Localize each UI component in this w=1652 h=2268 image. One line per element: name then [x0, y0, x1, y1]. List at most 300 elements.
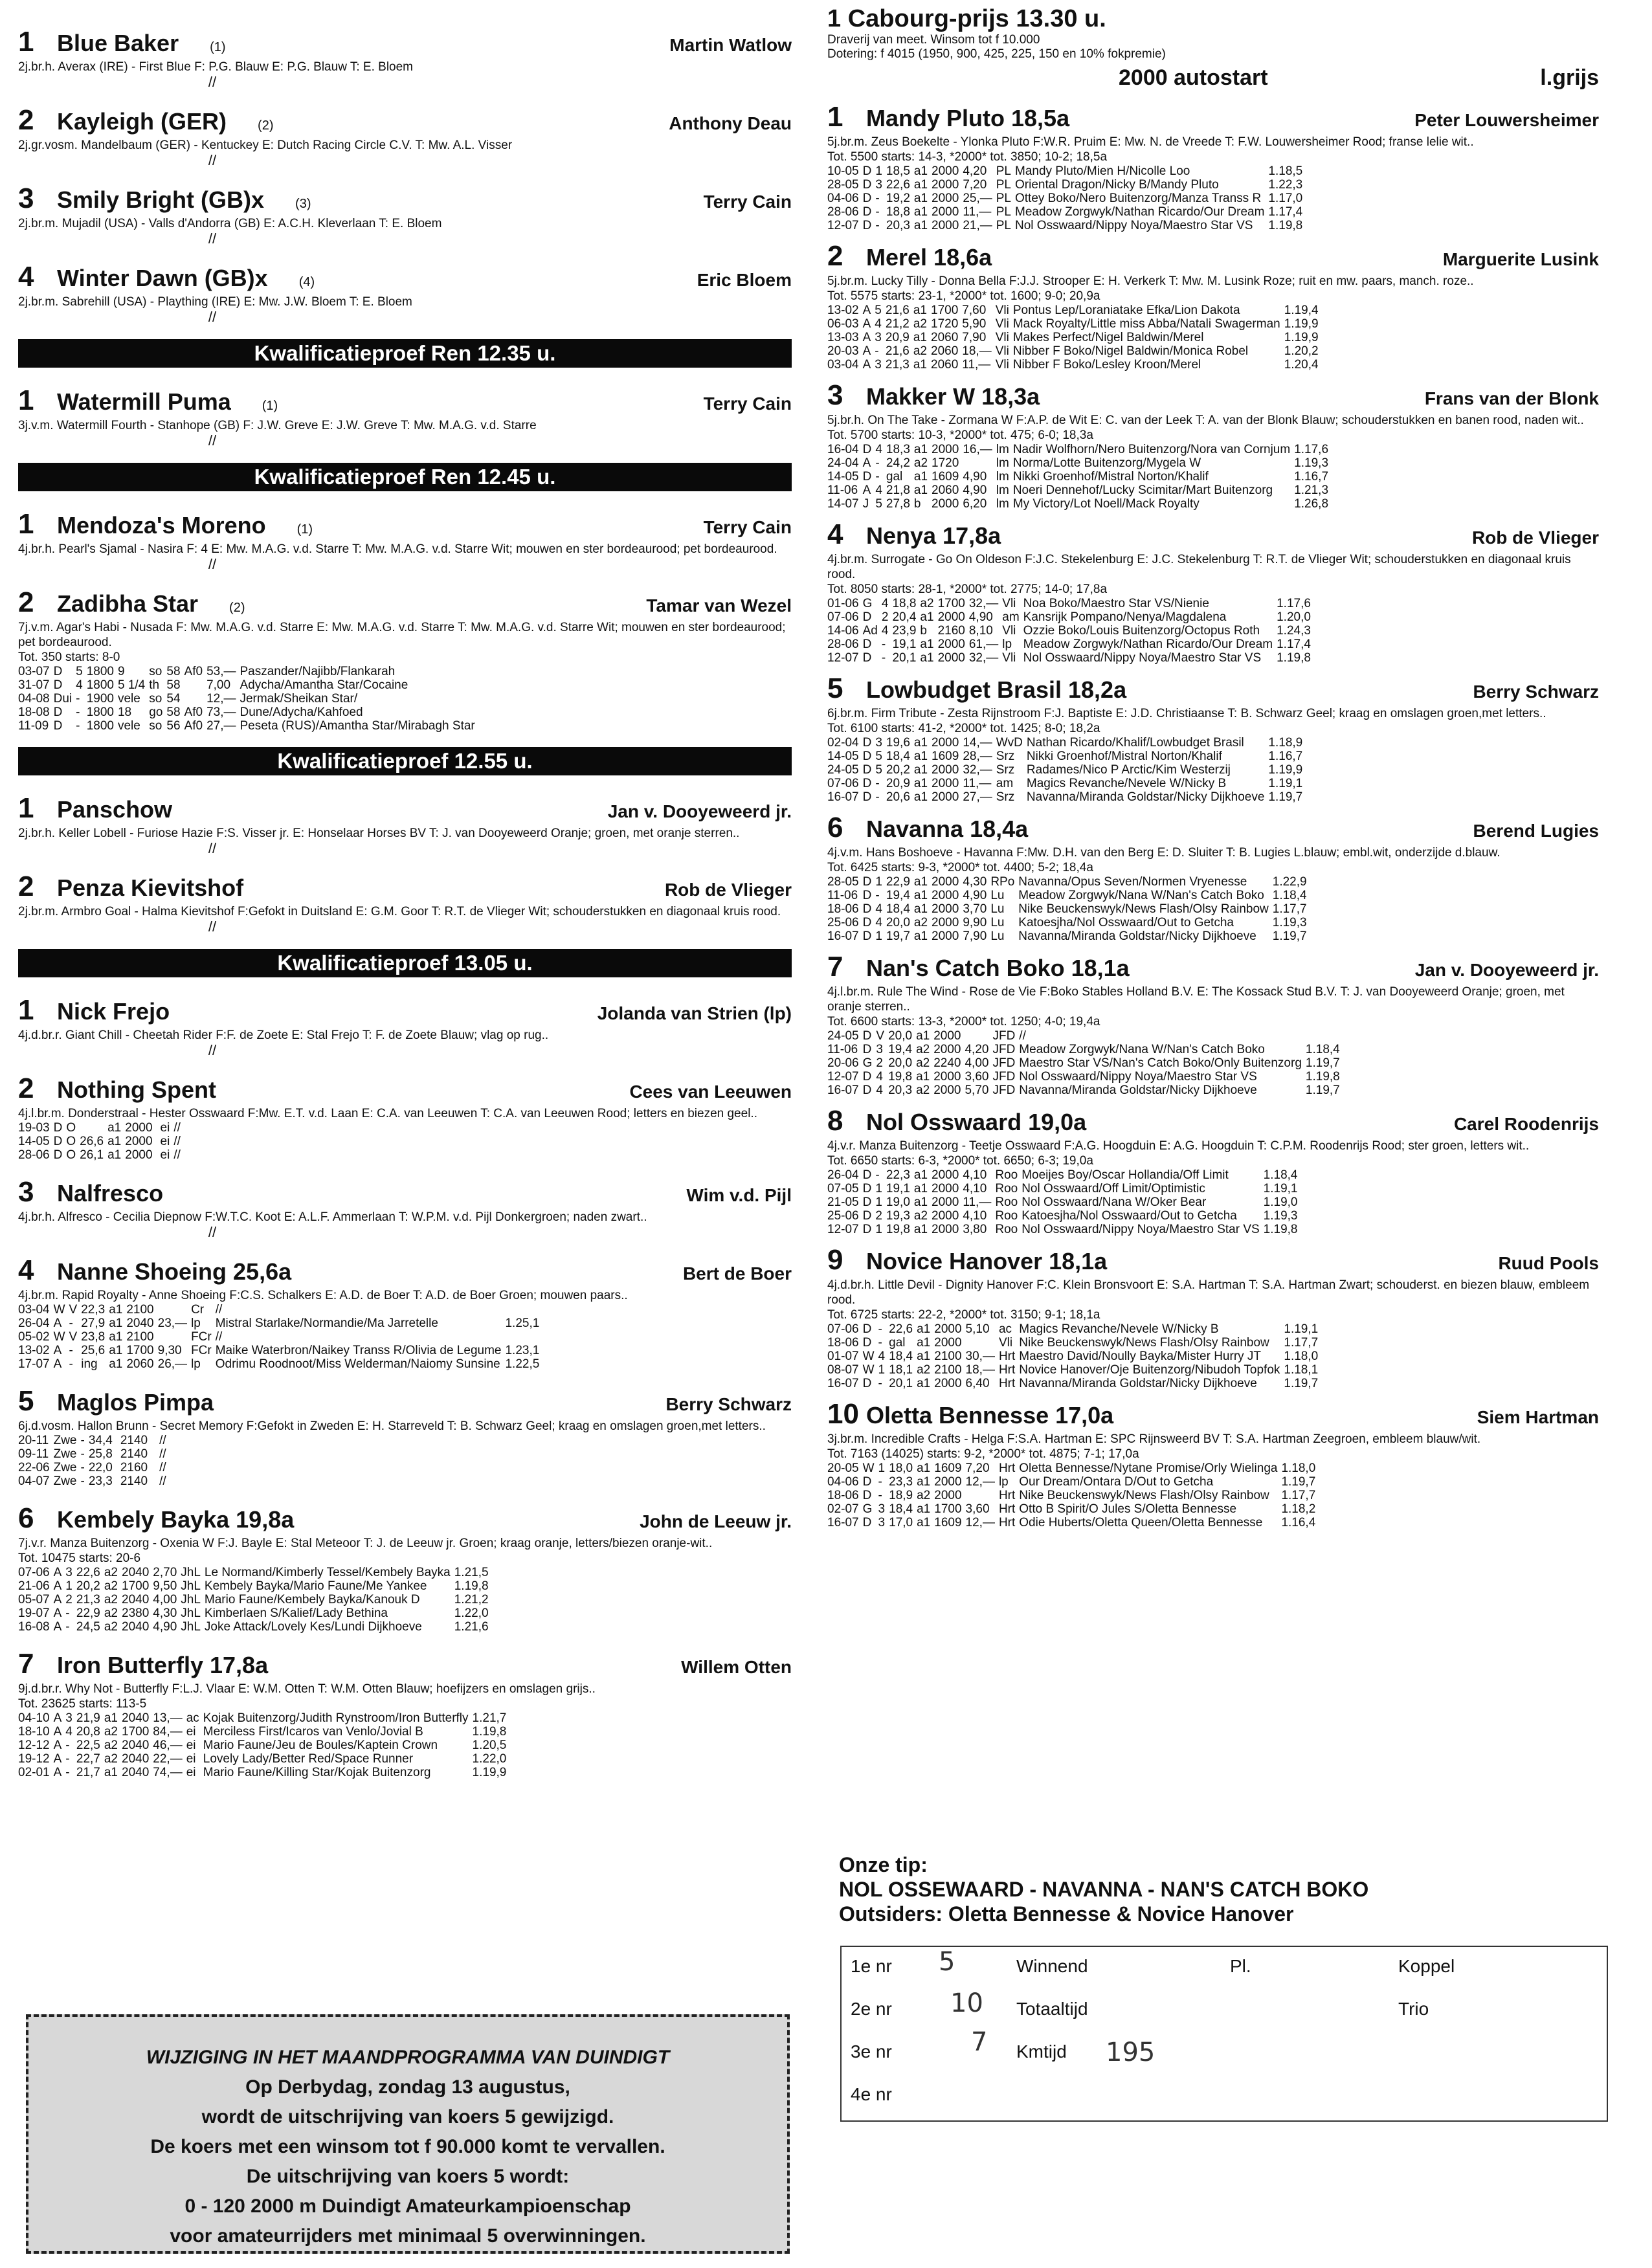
performance-cell: a1 — [920, 610, 934, 624]
performance-cell: a2 — [104, 1739, 118, 1752]
performance-row — [18, 1330, 543, 1344]
horse-name: Blue Baker — [57, 30, 179, 56]
performance-row — [827, 344, 1323, 358]
performance-cell: 5 — [875, 497, 882, 511]
performance-cell: 1.26,8 — [1294, 497, 1329, 511]
entry-header — [827, 673, 1599, 706]
performance-cell: 2160 — [937, 624, 965, 638]
horse-entry — [18, 1385, 792, 1488]
entry-number: 7 — [827, 951, 843, 983]
performance-cell: G — [862, 1056, 873, 1070]
performance-cell: 9,30 — [157, 1344, 182, 1357]
performance-cell: 2 — [881, 610, 889, 624]
performance-cell: 3 — [875, 736, 882, 750]
performance-cell: Navanna/Miranda Goldstar/Nicky Dijkhoeve — [1026, 790, 1265, 804]
performance-cell: a1 — [917, 1502, 931, 1516]
entry-number: 2 — [18, 104, 34, 136]
start-line: // — [208, 1224, 217, 1240]
performance-cell: a1 — [913, 470, 928, 484]
performance-cell: 2240 — [933, 1056, 961, 1070]
performance-cell: 1.21,7 — [472, 1711, 507, 1725]
performance-cell: Vli — [995, 358, 1009, 372]
performance-cell: A — [862, 331, 871, 344]
entry-number: 1 — [18, 26, 34, 58]
performance-cell: W — [862, 1363, 875, 1377]
performance-cell: 1609 — [932, 750, 959, 763]
performance-cell: Kojak Buitenzorg/Judith Rynstroom/Iron Butterfly — [203, 1711, 469, 1725]
performance-cell: W — [53, 1330, 65, 1344]
performance-cell: vele — [117, 692, 140, 706]
performance-cell: 22,9 — [76, 1606, 100, 1620]
career-total: Tot. 6425 starts: 9-3, *2000* tot. 4400; 5-2; 18,4a — [827, 861, 1093, 874]
horse-name: Kayleigh (GER) — [57, 108, 227, 135]
performance-cell: 20,3 — [886, 219, 910, 232]
performance-cell: D — [862, 1489, 872, 1502]
horse-entry — [18, 384, 792, 449]
performance-cell: Vli — [995, 304, 1009, 317]
performance-cell: a2 — [104, 1579, 118, 1593]
performance-row — [827, 1489, 1319, 1502]
performance-table — [827, 443, 1332, 511]
performance-cell: 22,6 — [76, 1566, 100, 1579]
performance-cell: 25-06 — [827, 916, 859, 929]
performance-cell: 1700 — [931, 304, 959, 317]
race-start-row — [827, 65, 1599, 91]
performance-cell: 9,90 — [963, 916, 987, 929]
entry-header — [827, 379, 1599, 413]
driver-name: Berry Schwarz — [1473, 682, 1599, 702]
performance-cell: a1 — [107, 1135, 122, 1148]
performance-cell: - — [875, 777, 880, 790]
performance-cell: 14-07 — [827, 497, 859, 511]
performance-cell: Hrt — [998, 1489, 1016, 1502]
performance-cell: 2 — [875, 1209, 882, 1223]
right-column — [827, 0, 1599, 1537]
performance-row — [827, 1363, 1322, 1377]
performance-cell — [170, 1474, 174, 1488]
performance-cell: 2380 — [122, 1606, 150, 1620]
performance-row — [827, 624, 1315, 638]
performance-cell: Odrimu Roodnoot/Miss Welderman/Naiomy Sunsine — [215, 1357, 500, 1371]
performance-cell: lm — [996, 443, 1009, 456]
performance-cell: 1.19,9 — [472, 1766, 507, 1779]
performance-cell: O — [66, 1148, 76, 1162]
pedigree: 2j.br.m. Armbro Goal - Halma Kievitshof F:Gefokt in Duitsland E: G.M. Goor T: R.T. de Vlieger Wit; schouderstukken en diagonaal kruis rood. — [18, 905, 781, 918]
performance-cell: Mack Royalty/Little miss Abba/Natali Swagerman — [1012, 317, 1280, 331]
start-line: // — [208, 432, 217, 449]
performance-cell: so — [149, 719, 162, 733]
performance-row — [827, 1084, 1344, 1097]
race-autostart: 2000 autostart — [1119, 65, 1268, 90]
performance-cell: D — [862, 1209, 872, 1223]
performance-cell: 11-06 — [827, 1043, 858, 1056]
performance-cell: Zwe — [53, 1434, 77, 1447]
performance-cell: 14-05 — [827, 470, 859, 484]
horse-entry — [18, 994, 792, 1058]
performance-cell: 1.19,1 — [1263, 1182, 1298, 1195]
performance-cell: Pontus Lep/Loraniatake Efka/Lion Dakota — [1012, 304, 1240, 317]
tip-line: NOL OSSEWAARD - NAVANNA - NAN'S CATCH BOKO — [839, 1878, 1369, 1901]
section-banner: Kwalificatieproef 13.05 u. — [18, 949, 792, 977]
career-total: Tot. 7163 (14025) starts: 9-2, *2000* tot. 4875; 7-1; 17,0a — [827, 1447, 1139, 1461]
performance-cell: 28-06 — [18, 1148, 50, 1162]
grid-r4: 4e nr — [851, 2084, 892, 2104]
performance-cell: D — [862, 889, 872, 902]
performance-cell: Jermak/Sheikan Star/ — [240, 692, 358, 706]
performance-row — [18, 665, 479, 678]
performance-cell: 3,80 — [963, 1223, 987, 1236]
performance-cell: 1.21,2 — [454, 1593, 489, 1606]
horse-name: Panschow — [57, 796, 173, 823]
performance-cell: 22,5 — [76, 1739, 100, 1752]
pedigree: 4j.br.m. Rapid Royalty - Anne Shoeing F:C.S. Schalkers E: A.D. de Boer T: A.D. de Boer Groen; mouwen paars.. — [18, 1289, 628, 1302]
performance-cell: 02-01 — [18, 1766, 50, 1779]
performance-cell: 2060 — [931, 331, 959, 344]
performance-cell: G — [862, 597, 873, 610]
performance-cell: 03-04 — [18, 1303, 50, 1317]
performance-cell: Meadow Zorgwyk/Nathan Ricardo/Our Dream — [1015, 205, 1265, 219]
performance-cell: gal — [889, 1336, 906, 1350]
performance-cell: 1700 — [937, 597, 965, 610]
performance-cell: 18,4 — [889, 1502, 913, 1516]
performance-cell: a1 — [913, 875, 928, 889]
performance-cell: a2 — [104, 1725, 118, 1739]
performance-cell: 2000 — [934, 1322, 962, 1336]
horse-name: Lowbudget Brasil 18,2a — [866, 676, 1127, 703]
performance-cell: a2 — [913, 916, 928, 929]
performance-cell: 4 — [875, 317, 882, 331]
performance-cell: 28-06 — [827, 638, 859, 651]
performance-cell: 11-09 — [18, 719, 49, 733]
performance-cell: a2 — [920, 597, 934, 610]
performance-cell: Lu — [990, 916, 1005, 929]
performance-cell: Kembely Bayka/Mario Faune/Me Yankee — [204, 1579, 427, 1593]
performance-cell: 2000 — [125, 1121, 153, 1135]
performance-cell: Nibber F Boko/Nigel Baldwin/Monica Robel — [1012, 344, 1249, 358]
performance-cell: 20,9 — [885, 331, 910, 344]
performance-cell: Vli — [995, 331, 1009, 344]
performance-cell: 22,9 — [886, 875, 910, 889]
entry-header — [18, 1385, 792, 1419]
performance-cell: D — [53, 678, 63, 692]
career-total: Tot. 10475 starts: 20-6 — [18, 1551, 141, 1565]
performance-cell: 2000 — [932, 929, 959, 943]
performance-row — [827, 1070, 1344, 1084]
performance-cell: 25,6 — [81, 1344, 106, 1357]
notice-title: WIJZIGING IN HET MAANDPROGRAMMA VAN DUINDIGT — [146, 2047, 670, 2068]
performance-cell: Odie Huberts/Oletta Queen/Oletta Bennesse — [1019, 1516, 1263, 1529]
pedigree: 4j.d.br.r. Giant Chill - Cheetah Rider F:F. de Zoete E: Stal Frejo T: F. de Zoete Blauw; vlag op rug.. — [18, 1028, 549, 1042]
performance-cell: 1.18,5 — [1268, 164, 1303, 178]
performance-cell: PL — [996, 205, 1011, 219]
driver-name: Siem Hartman — [1477, 1407, 1599, 1427]
performance-cell: 2000 — [932, 205, 959, 219]
race-purse: Dotering: f 4015 (1950, 900, 425, 225, 150 en 10% fokpremie) — [827, 47, 1166, 61]
performance-cell: 4 — [65, 1725, 73, 1739]
pedigree: 3j.v.m. Watermill Fourth - Stanhope (GB) F: J.W. Greve E: J.W. Greve T: Mw. M.A.G. v.d. Starre — [18, 419, 537, 432]
performance-cell: 1.19,8 — [454, 1579, 489, 1593]
performance-cell: O — [66, 1135, 76, 1148]
pedigree: 4j.br.m. Surrogate - Go On Oldeson F:J.C. Stekelenburg E: J.C. Stekelenburg T: R.T. de Vlieger Wit; schouderstukken en diagonaal kruis rood. — [827, 553, 1571, 581]
performance-cell: 5,90 — [962, 317, 987, 331]
performance-row — [827, 497, 1332, 511]
performance-cell: 1.18,2 — [1281, 1502, 1316, 1516]
performance-cell: 18-06 — [827, 1336, 859, 1350]
performance-cell: 03-04 — [827, 358, 859, 372]
performance-row — [827, 929, 1311, 943]
horse-name: Smily Bright (GB)x — [57, 186, 265, 213]
driver-name: Carel Roodenrijs — [1453, 1114, 1599, 1134]
performance-cell: A — [53, 1579, 62, 1593]
start-position: (4) — [298, 275, 315, 289]
performance-table — [827, 1029, 1344, 1097]
performance-cell: 1.22,0 — [472, 1752, 507, 1766]
performance-row — [18, 692, 479, 706]
performance-cell: 28,— — [963, 750, 992, 763]
performance-cell: 24-05 — [827, 1029, 859, 1043]
performance-cell: 24,2 — [886, 456, 910, 470]
performance-cell: 20,0 — [888, 1029, 913, 1043]
pedigree: 6j.br.m. Firm Tribute - Zesta Rijnstroom F:J. Baptiste E: J.D. Christiaanse T: B. Schwarz Geel; kraag en omslagen groen,met letters.. — [827, 707, 1546, 720]
performance-row — [18, 1606, 493, 1620]
performance-cell: 1.17,6 — [1277, 597, 1311, 610]
performance-cell: Ozzie Boko/Louis Buitenzorg/Octopus Roth — [1023, 624, 1260, 638]
performance-cell: 3,60 — [965, 1070, 989, 1084]
performance-cell: Vli — [1002, 651, 1016, 665]
performance-cell: a1 — [913, 750, 928, 763]
horse-entry — [18, 1254, 792, 1371]
performance-row — [18, 1317, 543, 1330]
career-total: Tot. 23625 starts: 113-5 — [18, 1697, 147, 1711]
performance-row — [827, 164, 1306, 178]
performance-cell: D — [862, 205, 872, 219]
performance-cell: 2000 — [932, 178, 959, 192]
performance-cell: a2 — [913, 1209, 928, 1223]
entry-number: 5 — [18, 1385, 34, 1417]
performance-cell: ei — [186, 1766, 196, 1779]
entry-header — [18, 104, 792, 138]
grid-c4b: Trio — [1398, 1999, 1429, 2019]
start-position: (1) — [210, 40, 226, 54]
performance-cell: 1.24,3 — [1277, 624, 1311, 638]
grid-c2c: Kmtijd — [1016, 2041, 1067, 2062]
performance-cell: 32,— — [968, 597, 999, 610]
notice-line: wordt de uitschrijving van koers 5 gewijzigd. — [201, 2106, 614, 2128]
performance-cell: 24-04 — [827, 456, 859, 470]
performance-row — [827, 1502, 1319, 1516]
driver-name: Wim v.d. Pijl — [686, 1185, 792, 1205]
performance-cell: 1.19,8 — [1263, 1223, 1298, 1236]
performance-cell: 1.18,0 — [1281, 1462, 1316, 1475]
performance-cell: a2 — [916, 1056, 930, 1070]
performance-cell: 20,9 — [886, 777, 910, 790]
performance-row — [827, 750, 1306, 763]
performance-cell: 1.19,7 — [1284, 1377, 1319, 1390]
performance-row — [827, 875, 1311, 889]
performance-cell: 16,— — [963, 443, 992, 456]
entry-number: 1 — [18, 508, 34, 540]
performance-cell: 1.19,7 — [1305, 1056, 1340, 1070]
performance-row — [18, 1739, 510, 1752]
performance-cell: Hrt — [998, 1462, 1016, 1475]
performance-cell: PL — [996, 192, 1011, 205]
horse-name: Oletta Bennesse 17,0a — [866, 1402, 1114, 1429]
performance-table — [827, 164, 1306, 232]
entry-number: 3 — [18, 183, 34, 214]
pedigree: 4j.br.h. Pearl's Sjamal - Nasira F: 4 E: Mw. M.A.G. v.d. Starre T: Mw. M.A.G. v.d. Starre Wit; mouwen en ster bordeaurood; pet bordeaurood. — [18, 542, 777, 556]
performance-cell: 4,20 — [965, 1043, 989, 1056]
performance-table — [827, 736, 1306, 804]
performance-cell: A — [53, 1711, 62, 1725]
performance-cell: ei — [160, 1148, 170, 1162]
performance-cell: 28-05 — [827, 875, 859, 889]
performance-cell: Adycha/Amantha Star/Cocaine — [240, 678, 408, 692]
performance-cell: Nol Osswaard/Nana W/Oker Bear — [1021, 1195, 1207, 1209]
performance-cell: 5,70 — [965, 1084, 989, 1097]
performance-cell: a1 — [913, 736, 928, 750]
performance-row — [18, 1135, 184, 1148]
performance-row — [827, 1209, 1302, 1223]
performance-cell: 1.16,7 — [1294, 470, 1329, 484]
performance-table — [827, 1168, 1302, 1236]
notice-line: voor amateurrijders met minimaal 5 overwinningen. — [170, 2225, 646, 2247]
horse-entry — [827, 518, 1599, 665]
performance-cell: a2 — [104, 1566, 118, 1579]
left-column — [18, 0, 792, 1794]
performance-row — [18, 1434, 174, 1447]
performance-cell: A — [53, 1357, 62, 1371]
performance-cell: a2 — [913, 344, 927, 358]
performance-cell: a1 — [913, 902, 928, 916]
performance-cell: a1 — [913, 219, 928, 232]
performance-cell: 1.17,0 — [1268, 192, 1303, 205]
performance-cell: D — [862, 1084, 872, 1097]
performance-cell: D — [862, 651, 872, 665]
performance-cell: A — [53, 1725, 62, 1739]
performance-cell: 20,2 — [76, 1579, 100, 1593]
performance-cell: a1 — [107, 1148, 122, 1162]
entry-header — [18, 384, 792, 418]
performance-cell: Joke Attack/Lovely Kes/Lundi Dijkhoeve — [204, 1620, 422, 1634]
performance-cell: 54 — [166, 692, 181, 706]
horse-name: Nothing Spent — [57, 1076, 216, 1103]
performance-cell: Vli — [998, 1336, 1013, 1350]
performance-row — [18, 1148, 184, 1162]
performance-cell: Makes Perfect/Nigel Baldwin/Merel — [1012, 331, 1204, 344]
notice-line: De uitschrijving van koers 5 wordt: — [246, 2166, 570, 2187]
career-total: Tot. 5575 starts: 23-1, *2000* tot. 1600; 9-0; 20,9a — [827, 289, 1100, 303]
performance-cell: 1.19,8 — [1277, 651, 1311, 665]
performance-cell: // — [159, 1474, 166, 1488]
performance-cell: 1.19,1 — [1284, 1322, 1319, 1336]
performance-cell: 2000 — [937, 638, 965, 651]
performance-cell: 5 — [875, 763, 882, 777]
driver-name: Willem Otten — [681, 1657, 792, 1677]
driver-name: Jan v. Dooyeweerd jr. — [1414, 960, 1599, 980]
entry-header — [18, 1176, 792, 1210]
performance-table — [18, 1121, 184, 1162]
performance-cell: Lu — [990, 929, 1005, 943]
performance-cell: 1.16,4 — [1281, 1516, 1316, 1529]
performance-cell: 19,6 — [886, 736, 910, 750]
performance-cell: ei — [186, 1739, 196, 1752]
driver-name: Berend Lugies — [1473, 821, 1599, 841]
driver-name: Jolanda van Strien (lp) — [597, 1003, 792, 1023]
performance-cell: 4,10 — [963, 1168, 987, 1182]
performance-cell: Hrt — [998, 1377, 1016, 1390]
performance-cell: - — [875, 344, 879, 358]
performance-cell: 10-05 — [827, 164, 859, 178]
performance-cell: My Victory/Lot Noell/Mack Royalty — [1012, 497, 1200, 511]
performance-cell: a1 — [917, 1516, 931, 1529]
performance-row — [827, 1168, 1302, 1182]
performance-cell: 19,0 — [886, 1195, 910, 1209]
performance-cell: 25,— — [963, 192, 992, 205]
performance-cell: // — [215, 1303, 223, 1317]
performance-cell: 1.19,8 — [472, 1725, 507, 1739]
performance-cell: 13-02 — [827, 304, 859, 317]
performance-cell: 1.17,4 — [1268, 205, 1303, 219]
performance-cell: 4 — [875, 916, 882, 929]
performance-cell: 1.22,9 — [1272, 875, 1307, 889]
performance-cell: 2000 — [933, 1029, 961, 1043]
performance-cell: 1 — [875, 1195, 882, 1209]
performance-cell: ei — [186, 1752, 196, 1766]
horse-entry — [18, 104, 792, 168]
performance-cell: Katoesjha/Nol Osswaard/Out to Getcha — [1021, 1209, 1237, 1223]
performance-cell: 21,3 — [76, 1593, 100, 1606]
performance-cell: A — [53, 1317, 62, 1330]
performance-cell: 22,— — [153, 1752, 183, 1766]
performance-cell: 2000 — [937, 651, 965, 665]
performance-cell: 24-05 — [827, 763, 859, 777]
performance-cell: A — [862, 344, 871, 358]
performance-cell: 07-05 — [827, 1182, 859, 1195]
performance-cell: Lu — [990, 902, 1005, 916]
performance-row — [18, 1711, 510, 1725]
performance-cell — [184, 692, 207, 706]
performance-cell: 4 — [876, 1070, 883, 1084]
horse-name: Nick Frejo — [57, 998, 170, 1025]
performance-cell: Lovely Lady/Better Red/Space Runner — [203, 1752, 414, 1766]
performance-cell: // — [159, 1461, 166, 1474]
performance-cell: 02-07 — [827, 1502, 859, 1516]
performance-cell: ing — [81, 1357, 98, 1371]
performance-cell: 2000 — [932, 1182, 959, 1195]
performance-cell: W — [862, 1350, 875, 1363]
performance-cell: 08-07 — [827, 1363, 859, 1377]
performance-cell: 02-04 — [827, 736, 859, 750]
performance-cell: 1.18,4 — [1263, 1168, 1298, 1182]
performance-cell: Otto B Spirit/O Jules S/Oletta Bennesse — [1019, 1502, 1237, 1516]
entry-number: 2 — [827, 240, 843, 272]
performance-cell: V — [69, 1330, 78, 1344]
performance-cell: D — [862, 1029, 872, 1043]
performance-row — [18, 1620, 493, 1634]
performance-cell: Nike Beuckenswyk/News Flash/Olsy Rainbow — [1019, 1336, 1269, 1350]
tip-head: Onze tip: — [839, 1853, 928, 1876]
performance-row — [18, 1725, 510, 1739]
performance-cell: 21,8 — [886, 484, 910, 497]
performance-cell: - — [875, 889, 880, 902]
performance-row — [827, 304, 1323, 317]
performance-cell: 2100 — [126, 1303, 154, 1317]
performance-cell: Vli — [995, 344, 1009, 358]
performance-cell: Magics Revanche/Nevele W/Nicky B — [1026, 777, 1227, 790]
performance-cell: 19,4 — [888, 1043, 913, 1056]
performance-cell: D — [862, 178, 872, 192]
performance-cell: 1.19,8 — [1268, 219, 1303, 232]
